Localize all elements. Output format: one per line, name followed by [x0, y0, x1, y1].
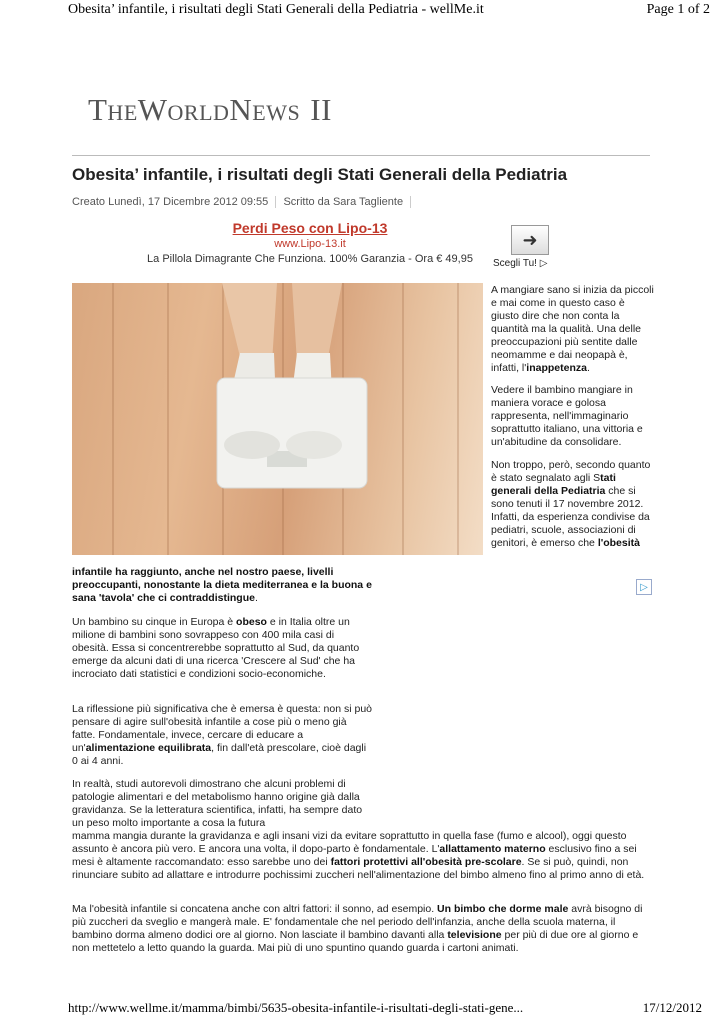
- paragraph-sleep: Ma l'obesità infantile si concatena anche con altri fattori: il sonno, ad esempio. Un bimbo che dorme male avrà bisogno di più zuccheri da sveglio e mangerà male. E' fondamentale che nel periodo dell'infanzia, anche della scuola materna, il bambino dorma almeno dodici ore al giorno. Non lasciate il bambino davanti alla televisione per più di due ore al giorno e non mettetelo a letto quando la guarda. Mai più di uno spuntino quando guarda i cartoni animati.: [72, 903, 643, 954]
- footer-date: 17/12/2012: [642, 1000, 702, 1015]
- paragraph-studies: In realtà, studi autorevoli dimostrano che alcuni problemi di patologie alimentari e del metabolismo hanno origine già dalla gravidanza. Se la letteratura scientifica, infatti, ha sempre dato un peso molto importante a cosa la futura: [72, 778, 363, 829]
- site-logo[interactable]: [88, 92, 332, 128]
- ad-block: [140, 220, 480, 265]
- right-arrow-icon: ➜: [522, 229, 538, 250]
- separator: [410, 196, 411, 208]
- play-triangle-icon: ▷: [539, 258, 548, 269]
- ad-go-button[interactable]: [511, 225, 549, 255]
- created-date: Creato Lunedì, 17 Dicembre 2012 09:55: [72, 196, 269, 208]
- paragraph-pregnancy: mamma mangia durante la gravidanza e agli insani vizi da evitare soprattutto in quella fase (fumo e alcool), oggi questo assunto è ancora più vero. E ancora una volta, il dopo-parto è fondamentale. L'allattamento materno esclusivo fino a sei mesi è altamente raccomandato: esso sarebbe uno dei fattori protettivi all'obesità pre-scolare. Se si può, quindi, non rinunciare subito ad allattare e introdurre pochissimi zuccheri nell'alimentazione del bimbo almeno fino al primo anno di età.: [72, 830, 645, 881]
- scale-photo: [72, 283, 483, 555]
- footer-url: http://www.wellme.it/mamma/bimbi/5635-obesita-infantile-i-risultati-degli-stati-gene...: [68, 1000, 524, 1015]
- ad-title-link[interactable]: Perdi Peso con Lipo-13: [232, 220, 388, 236]
- separator: [275, 196, 276, 208]
- article-title: Obesita’ infantile, i risultati degli Stati Generali della Pediatria: [72, 165, 568, 184]
- article-photo: [72, 283, 483, 555]
- ad-choose-link[interactable]: [493, 258, 547, 269]
- paragraph-reflection: La riflessione più significativa che è emersa è questa: non si può pensare di agire sull'obesità infantile a cose più o meno già fatte. Fondamentale, invece, cercare di educare a un'alimentazione equilibrata, fin dall'età prescolare, cioè dagli 0 ai 4 anni.: [72, 703, 373, 767]
- divider: [72, 155, 650, 156]
- ad-url-link[interactable]: www.Lipo-13.it: [274, 238, 346, 250]
- article-meta: [72, 196, 415, 208]
- logo-text: TheWorldNews: [88, 92, 301, 127]
- side-paragraph-3: Non troppo, però, secondo quanto è stato segnalato agli Stati generali della Pediatria che si sono tenuti il 17 novembre 2012. Infatti, da esperienza condivise da pediatri, scuole, associazioni di genitori, è emerso che l'obesità: [491, 459, 651, 549]
- page-header-title: Obesita’ infantile, i risultati degli Stati Generali della Pediatria - wellMe.it: [68, 2, 484, 17]
- adchoices-icon[interactable]: ▷: [636, 579, 652, 595]
- paragraph-europe: Un bambino su cinque in Europa è obeso e in Italia oltre un milione di bambini sono sovrappeso con 400 mila casi di obesità. Essa si concentrerebbe soprattutto al Sud, da quanto emerge da alcuni dati di una ricerca 'Crescere al Sud' che ha incrociato dati statistici e condizioni socio-economiche.: [72, 616, 360, 680]
- choose-label: Scegli Tu!: [493, 258, 537, 269]
- author: Scritto da Sara Tagliente: [283, 196, 404, 208]
- paragraph-obesity-level: infantile ha raggiunto, anche nel nostro paese, livelli preoccupanti, nonostante la dieta mediterranea e la buona e sana 'tavola' che ci contraddistingue.: [72, 566, 372, 604]
- ad-text: La Pillola Dimagrante Che Funziona. 100% Garanzia - Ora € 49,95: [147, 253, 473, 265]
- logo-suffix: II: [310, 92, 332, 127]
- side-paragraph-2: Vedere il bambino mangiare in maniera vorace e golosa rappresenta, nell'immaginario soprattutto italiano, una vittoria e un'abitudine da consolidare.: [491, 384, 643, 448]
- page-number: Page 1 of 2: [646, 2, 710, 17]
- side-paragraph-1: A mangiare sano si inizia da piccoli e mai come in questo caso è giusto dire che non conta la quantità ma la qualità. Una delle preoccupazioni più sentite dalle neomamme e dai neopapà è, infatti, l'inappetenza.: [491, 284, 654, 374]
